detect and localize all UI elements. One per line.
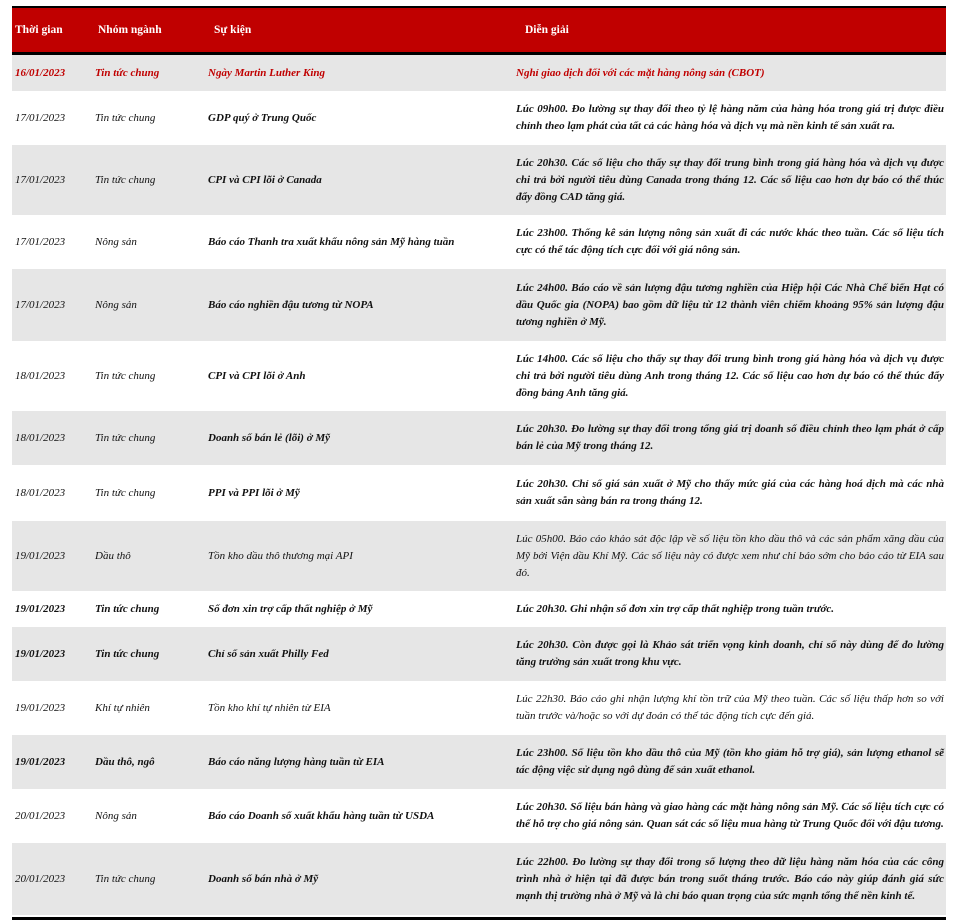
row-event: Doanh số bán lẻ (lõi) ở Mỹ bbox=[208, 432, 331, 444]
row-event: CPI và CPI lõi ở Anh bbox=[208, 370, 306, 382]
table-row bbox=[12, 91, 946, 145]
row-event: Số đơn xin trợ cấp thất nghiệp ở Mỹ bbox=[208, 603, 373, 615]
table-row bbox=[12, 341, 946, 411]
row-event: Báo cáo Doanh số xuất khẩu hàng tuần từ USDA bbox=[208, 810, 435, 822]
row-time: 20/01/2023 bbox=[15, 810, 66, 822]
row-time: 19/01/2023 bbox=[15, 756, 66, 768]
row-event: Báo cáo nghiền đậu tương từ NOPA bbox=[208, 299, 374, 311]
table-row bbox=[12, 215, 946, 269]
row-description: Lúc 20h30. Đo lường sự thay đổi trong tổng giá trị doanh số điều chỉnh theo lạm phát ở cấp bán lẻ của Mỹ trong tháng 12. bbox=[516, 423, 944, 452]
table-row bbox=[12, 735, 946, 789]
header-sector: Nhóm ngành bbox=[98, 24, 162, 36]
row-description: Lúc 09h00. Đo lường sự thay đổi theo tỷ lệ hàng năm của hàng hóa trong giá trị được điều chỉnh theo lạm phát của tất cả các hàng hóa và dịch vụ mà nền kinh tế sản xuất ra. bbox=[516, 103, 944, 132]
row-description: Lúc 22h30. Báo cáo ghi nhận lượng khí tồn trữ của Mỹ theo tuần. Các số liệu thấp hơn so với tuần trước và/hoặc so với dự đoán có thể tác động tích cực đến giá. bbox=[516, 693, 944, 722]
row-event: Doanh số bán nhà ở Mỹ bbox=[208, 873, 319, 885]
row-sector: Tin tức chung bbox=[95, 112, 156, 124]
row-description: Nghỉ giao dịch đối với các mặt hàng nông sản (CBOT) bbox=[516, 66, 765, 79]
row-time: 19/01/2023 bbox=[15, 550, 66, 562]
header-time: Thời gian bbox=[15, 24, 63, 36]
row-time: 17/01/2023 bbox=[15, 174, 66, 186]
header-event: Sự kiện bbox=[214, 24, 252, 36]
row-time: 19/01/2023 bbox=[15, 603, 66, 615]
table-row bbox=[12, 55, 946, 91]
row-sector: Nông sản bbox=[95, 299, 137, 311]
row-sector: Khí tự nhiên bbox=[95, 702, 150, 714]
row-description: Lúc 20h30. Còn được gọi là Khảo sát triển vọng kinh doanh, chỉ số này dùng để đo lường tăng trưởng sản xuất trong khu vực. bbox=[516, 639, 944, 668]
row-description: Lúc 20h30. Số liệu bán hàng và giao hàng các mặt hàng nông sản Mỹ. Các số liệu tích cực có thể hỗ trợ cho giá nông sản. Quan sát các số liệu mua hàng từ Trung Quốc đối với đậu tương. bbox=[516, 801, 944, 830]
row-description: Lúc 23h00. Số liệu tồn kho dầu thô của Mỹ (tồn kho giảm hỗ trợ giá), sản lượng ethanol sẽ tác động việc sử dụng ngô dùng để sản xuất ethanol. bbox=[516, 747, 944, 776]
row-description: Lúc 14h00. Các số liệu cho thấy sự thay đổi trung bình trong giá hàng hóa và dịch vụ được chi trả bởi người tiêu dùng Anh trong tháng 12. Các số liệu cao hơn dự báo có thể thúc đẩy đồng bảng Anh tăng giá. bbox=[516, 352, 944, 399]
table-row bbox=[12, 521, 946, 591]
row-sector: Dầu thô, ngô bbox=[95, 756, 155, 768]
row-sector: Tin tức chung bbox=[95, 873, 156, 885]
table-row bbox=[12, 269, 946, 341]
table-bottom-rule bbox=[12, 917, 946, 920]
row-sector: Nông sản bbox=[95, 236, 137, 248]
row-event: Tồn kho khí tự nhiên từ EIA bbox=[208, 702, 331, 714]
table-row bbox=[12, 681, 946, 735]
row-description: Lúc 24h00. Báo cáo về sản lượng đậu tương nghiền của Hiệp hội Các Nhà Chế biến Hạt có dầu Quốc gia (NOPA) bao gồm dữ liệu từ 12 thành viên chiếm khoảng 95% sản lượng đậu tương nghiền ở Mỹ. bbox=[516, 281, 944, 328]
row-event: Tồn kho dầu thô thương mại API bbox=[208, 550, 353, 562]
row-description: Lúc 20h30. Chỉ số giá sản xuất ở Mỹ cho thấy mức giá của các hàng hoá dịch mà các nhà sản xuất sẵn sàng bán ra trong tháng 12. bbox=[516, 478, 944, 507]
row-time: 18/01/2023 bbox=[15, 370, 66, 382]
row-time: 17/01/2023 bbox=[15, 236, 66, 248]
table-row bbox=[12, 789, 946, 843]
header-description: Diễn giải bbox=[525, 24, 569, 36]
table-row bbox=[12, 843, 946, 915]
row-event: Ngày Martin Luther King bbox=[208, 67, 326, 79]
row-time: 18/01/2023 bbox=[15, 487, 66, 499]
table-row bbox=[12, 627, 946, 681]
table-row bbox=[12, 145, 946, 215]
row-event: PPI và PPI lõi ở Mỹ bbox=[208, 487, 300, 499]
row-time: 17/01/2023 bbox=[15, 112, 66, 124]
row-description: Lúc 20h30. Ghi nhận số đơn xin trợ cấp thất nghiệp trong tuần trước. bbox=[516, 602, 835, 615]
row-time: 19/01/2023 bbox=[15, 648, 66, 660]
row-sector: Nông sản bbox=[95, 810, 137, 822]
row-time: 19/01/2023 bbox=[15, 702, 66, 714]
row-event: CPI và CPI lõi ở Canada bbox=[208, 174, 322, 186]
row-time: 18/01/2023 bbox=[15, 432, 66, 444]
row-event: Chỉ số sản xuất Philly Fed bbox=[208, 648, 329, 660]
row-event: GDP quý ở Trung Quốc bbox=[208, 112, 317, 124]
row-time: 16/01/2023 bbox=[15, 67, 66, 79]
row-description: Lúc 22h00. Đo lường sự thay đổi trong số lượng theo dữ liệu hàng năm hóa của các công trình nhà ở hiện tại đã được bán trong suốt tháng trước. Báo cáo này giúp đánh giá sức mạnh thị trường nhà ở Mỹ và là chỉ báo quan trọng của sức mạnh tổng thể nền kinh tế. bbox=[516, 855, 944, 902]
row-sector: Tin tức chung bbox=[95, 370, 156, 382]
row-description: Lúc 05h00. Báo cáo khảo sát độc lập về số liệu tồn kho dầu thô và các sản phẩm xăng dầu của Mỹ bởi Viện dầu Khí Mỹ. Các số liệu này có được xem như chỉ báo sớm cho báo cáo từ EIA sau đó. bbox=[516, 532, 944, 579]
table-header bbox=[12, 8, 946, 52]
row-sector: Tin tức chung bbox=[95, 67, 160, 79]
row-event: Báo cáo Thanh tra xuất khẩu nông sản Mỹ hàng tuần bbox=[208, 236, 455, 248]
table-row bbox=[12, 465, 946, 521]
row-time: 20/01/2023 bbox=[15, 873, 66, 885]
row-sector: Dầu thô bbox=[95, 550, 131, 562]
events-table bbox=[12, 6, 946, 920]
row-description: Lúc 20h30. Các số liệu cho thấy sự thay đổi trung bình trong giá hàng hóa và dịch vụ được chi trả bởi người tiêu dùng Canada trong tháng 12. Các số liệu cao hơn dự báo có thể thúc đẩy đồng CAD tăng giá. bbox=[516, 156, 944, 203]
table-row bbox=[12, 591, 946, 627]
row-event: Báo cáo năng lượng hàng tuần từ EIA bbox=[208, 756, 385, 768]
row-sector: Tin tức chung bbox=[95, 487, 156, 499]
row-sector: Tin tức chung bbox=[95, 648, 160, 660]
row-time: 17/01/2023 bbox=[15, 299, 66, 311]
row-sector: Tin tức chung bbox=[95, 432, 156, 444]
row-description: Lúc 23h00. Thống kê sản lượng nông sản xuất đi các nước khác theo tuần. Các số liệu tích cực có thể tác động tích cực đối với giá nông sản. bbox=[516, 227, 944, 256]
row-sector: Tin tức chung bbox=[95, 174, 156, 186]
row-sector: Tin tức chung bbox=[95, 603, 160, 615]
table-row bbox=[12, 411, 946, 465]
